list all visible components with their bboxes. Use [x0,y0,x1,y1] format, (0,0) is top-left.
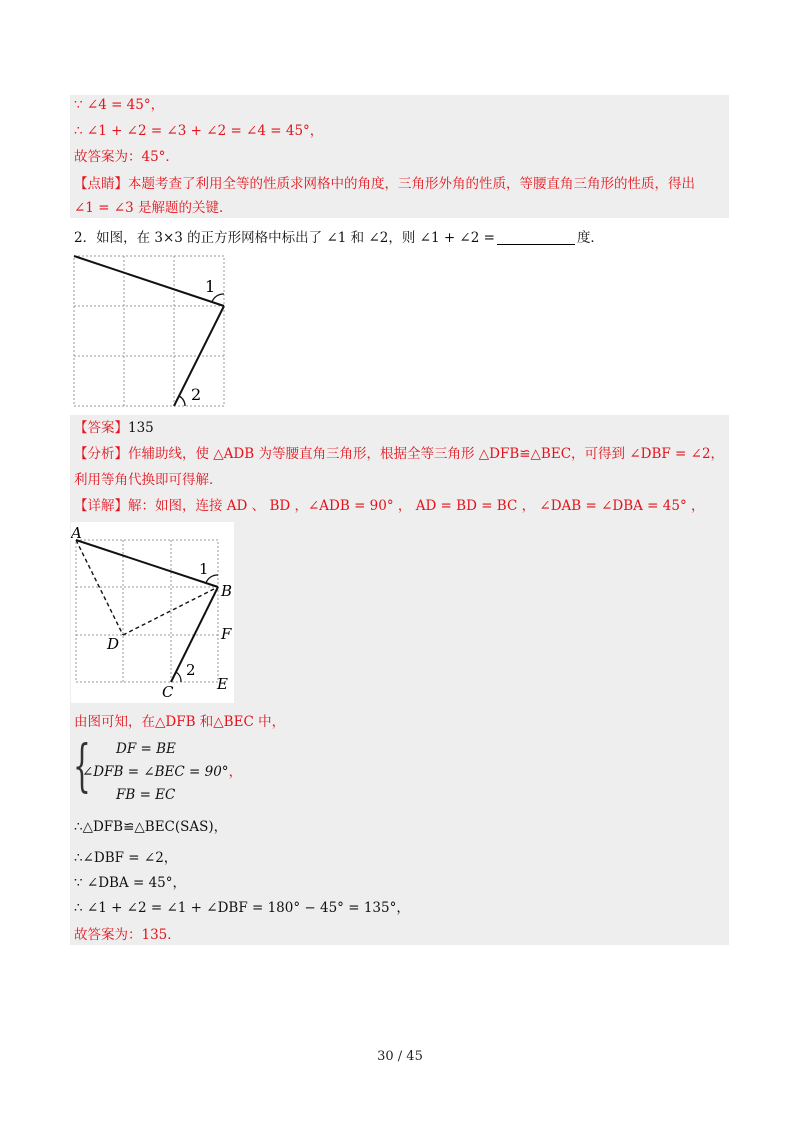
prev-step-2: ∴ ∠1 + ∠2 = ∠3 + ∠2 = ∠4 = 45°， [74,123,324,139]
question-text: 如图，在 3×3 的正方形网格中标出了 ∠1 和 ∠2，则 ∠1 + ∠2 = [96,230,495,246]
solution-grid-dashed-lines [76,540,218,682]
answer-value: 135 [128,420,154,436]
label-d: D [107,635,120,653]
step-angle-equal: ∴∠DBF = ∠2， [74,850,178,866]
analysis-line2: 利用等角代换即可得解． [74,472,223,488]
label-b: B [221,582,233,600]
prev-step-1: ∵ ∠4 = 45°， [74,97,165,113]
question-2 [74,229,604,247]
system-brace: { [73,734,91,799]
grid-dashed-lines [74,256,224,406]
final-answer: 故答案为：135． [74,927,181,943]
answer-blank [497,230,575,245]
prev-comment-line1: 【点睛】本题考查了利用全等的性质求网格中的角度，三角形外角的性质，等腰直角三角形的性质，得出 [74,176,695,192]
detail-text: 解：如图，连接 AD 、 BD ，∠ADB = 90° ， AD = BD = BC ， ∠DAB = ∠DBA = 45° ， [128,498,705,514]
label-c: C [162,683,174,701]
segment-ab [74,256,224,306]
label-f: F [221,625,232,643]
step-congruent: ∴△DFB≌△BEC(SAS)， [74,819,228,835]
detail-tag: 【详解】 [74,498,128,514]
answer-tag: 【答案】 [74,420,128,436]
question-unit: 度． [576,230,604,246]
angle-2-label: 2 [191,385,202,404]
step-dba: ∵ ∠DBA = 45°， [74,875,187,891]
detail-line [74,497,705,515]
page-indicator: 30 / 45 [377,1049,423,1064]
question-number: 2． [74,230,97,246]
angle-2-arc [179,396,185,406]
label-e: E [217,675,228,693]
system-row-2 [82,763,242,781]
system-row-3: FB = EC [116,787,176,803]
segment-a-b [76,540,218,587]
solution-angle-1-label: 1 [199,560,209,578]
analysis-line1: 【分析】作辅助线，使 △ADB 为等腰直角三角形，根据全等三角形 △DFB≌△BEC，可得到 ∠DBF = ∠2， [74,446,725,462]
system-row-1: DF = BE [116,741,176,757]
question-grid-figure [70,252,230,414]
label-a: A [71,524,82,542]
system-row-2-text: ∠DFB = ∠BEC = 90° [82,764,229,780]
prev-answer: 故答案为：45°． [74,149,179,165]
step-sum: ∴ ∠1 + ∠2 = ∠1 + ∠DBF = 180° − 45° = 135°， [74,900,410,916]
dashed-d-b [123,587,218,635]
solution-grid-figure [71,522,234,703]
prev-comment-line2: ∠1 = ∠3 是解题的关键． [74,200,233,216]
system-comma: ， [228,764,243,780]
from-figure-line: 由图可知，在△DFB 和△BEC 中， [74,714,286,730]
angle-1-label: 1 [205,277,216,296]
solution-angle-2-arc [176,672,181,682]
answer-line [74,419,154,437]
solution-angle-2-label: 2 [186,661,196,679]
